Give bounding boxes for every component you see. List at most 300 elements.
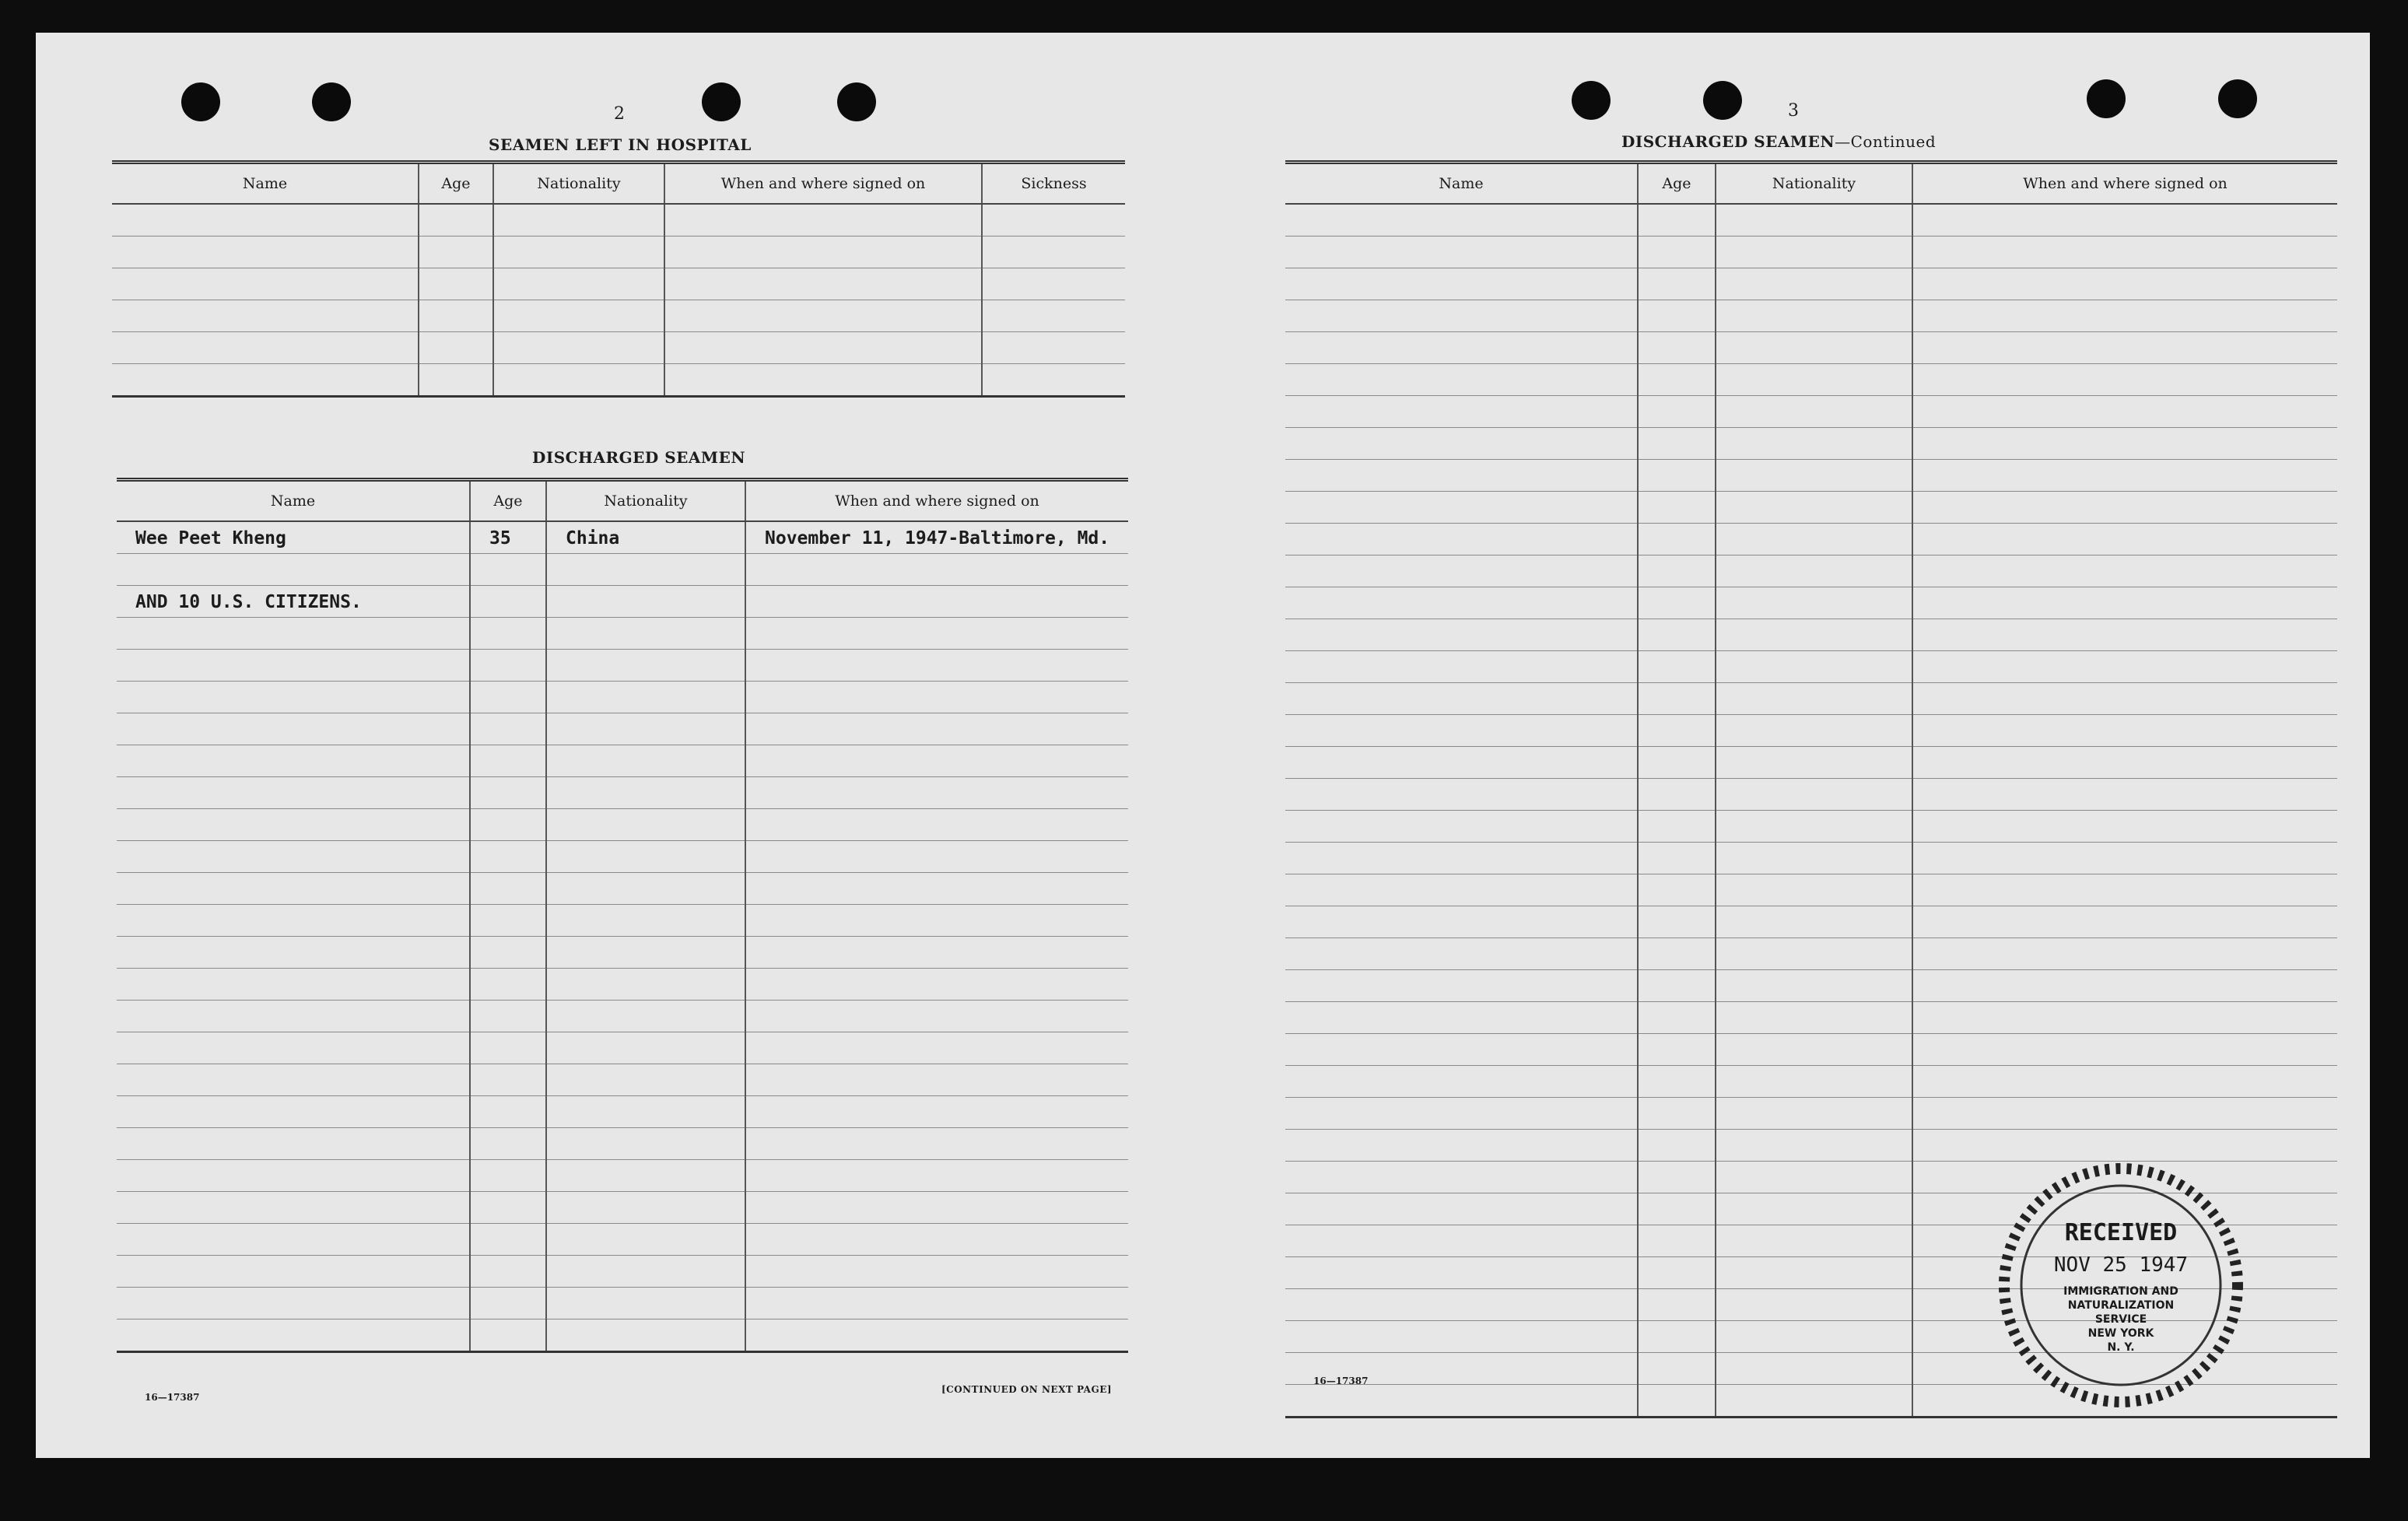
table-cell-nationality (1716, 587, 1912, 619)
table-cell-age (470, 745, 546, 777)
table-cell-sickness (982, 268, 1125, 300)
table-cell-name (117, 809, 470, 841)
table-cell-signed-on (664, 204, 982, 237)
table-cell-age (1638, 1066, 1716, 1098)
table-cell-age (1638, 364, 1716, 396)
table-cell-nationality (546, 905, 745, 937)
col-header-signed-on: When and where signed on (664, 163, 982, 205)
table-cell-signed-on (1912, 300, 2337, 332)
table-cell-signed-on (745, 905, 1128, 937)
page-number-right: 3 (1788, 101, 1799, 121)
table-cell-signed-on (745, 873, 1128, 905)
table-row (112, 204, 1125, 237)
right-section-title-suffix: —Continued (1835, 132, 1937, 151)
punch-hole (837, 82, 876, 121)
table-row (117, 682, 1128, 713)
table-cell-nationality (546, 1064, 745, 1096)
col-header-name: Name (117, 480, 470, 522)
table-cell-signed-on (1912, 332, 2337, 364)
punch-hole (1703, 81, 1742, 120)
table-cell-name: AND 10 U.S. CITIZENS. (117, 586, 470, 618)
table-cell-name (1285, 1002, 1638, 1034)
table-cell-age (1638, 268, 1716, 300)
right-section-title (1621, 132, 1936, 151)
table-cell-age (470, 618, 546, 650)
table-cell-age (1638, 460, 1716, 492)
table-cell-age (470, 969, 546, 1001)
table-cell-name (1285, 1066, 1638, 1098)
discharged-section-title: DISCHARGED SEAMEN (532, 448, 746, 467)
table-cell-signed-on (664, 364, 982, 397)
table-cell-nationality (546, 1288, 745, 1319)
table-cell-age (1638, 874, 1716, 906)
table-row (117, 777, 1128, 809)
table-cell-nationality (1716, 492, 1912, 524)
table-cell-signed-on (1912, 779, 2337, 811)
table-cell-age (1638, 970, 1716, 1002)
table-row (117, 1256, 1128, 1288)
table-cell-age (470, 1224, 546, 1256)
table-cell-age (470, 937, 546, 969)
table-cell-name (1285, 874, 1638, 906)
table-cell-signed-on (745, 1064, 1128, 1096)
col-header-sickness: Sickness (982, 163, 1125, 205)
table-cell-name (1285, 1130, 1638, 1162)
table-cell-name (117, 713, 470, 745)
table-cell-signed-on (1912, 364, 2337, 396)
table-cell-name (117, 1319, 470, 1352)
table-cell-name (1285, 364, 1638, 396)
table-cell-age (1638, 524, 1716, 555)
table-cell-nationality (1716, 555, 1912, 587)
table-cell-age (419, 204, 493, 237)
col-header-nationality: Nationality (546, 480, 745, 522)
col-header-age: Age (470, 480, 546, 522)
table-cell-nationality (1716, 715, 1912, 747)
table-cell-name (112, 364, 419, 397)
table-cell-signed-on (745, 841, 1128, 873)
table-row (117, 809, 1128, 841)
table-cell-age (470, 1288, 546, 1319)
table-row (117, 937, 1128, 969)
table-cell-signed-on (1912, 747, 2337, 779)
table-cell-name (1285, 651, 1638, 683)
table-cell-nationality (546, 777, 745, 809)
table-cell-nationality (1716, 237, 1912, 268)
table-row (117, 618, 1128, 650)
table-row (1285, 204, 2337, 237)
table-cell-nationality (493, 237, 664, 268)
table-cell-age (470, 650, 546, 682)
col-header-nationality: Nationality (1716, 163, 1912, 205)
table-cell-age (470, 1160, 546, 1192)
table-cell-name (1285, 1034, 1638, 1066)
stamp-state: N. Y. (2107, 1341, 2135, 1354)
form-number-left: 16—17387 (145, 1392, 200, 1403)
table-cell-name (117, 1224, 470, 1256)
table-cell-nationality (546, 1256, 745, 1288)
table-cell-name (1285, 524, 1638, 555)
table-cell-name (117, 650, 470, 682)
document-page (36, 33, 2370, 1458)
table-cell-nationality (1716, 874, 1912, 906)
table-cell-age (1638, 906, 1716, 938)
table-cell-age (470, 1128, 546, 1160)
table-cell-signed-on (1912, 524, 2337, 555)
punch-hole (702, 82, 741, 121)
table-cell-age (1638, 555, 1716, 587)
table-cell-signed-on (1912, 204, 2337, 237)
table-cell-age (470, 1319, 546, 1352)
table-cell-age (1638, 396, 1716, 428)
table-row (117, 586, 1128, 618)
table-cell-signed-on (745, 1096, 1128, 1128)
table-cell-name (1285, 970, 1638, 1002)
right-section-title-text: DISCHARGED SEAMEN (1621, 132, 1835, 151)
table-cell-signed-on (1912, 938, 2337, 970)
table-cell-name (1285, 1257, 1638, 1289)
table-row (1285, 428, 2337, 460)
table-cell-signed-on (745, 554, 1128, 586)
table-cell-nationality (546, 1160, 745, 1192)
table-cell-nationality (546, 969, 745, 1001)
table-cell-signed-on (1912, 1002, 2337, 1034)
table-cell-nationality (1716, 1385, 1912, 1418)
table-row (1285, 237, 2337, 268)
table-cell-signed-on (664, 237, 982, 268)
table-row (1285, 619, 2337, 651)
table-cell-nationality (1716, 300, 1912, 332)
table-cell-name (117, 1192, 470, 1224)
table-row (117, 1064, 1128, 1096)
table-cell-nationality (546, 1032, 745, 1064)
table-cell-nationality (1716, 1066, 1912, 1098)
punch-hole (312, 82, 351, 121)
stamp-date: NOV 25 1947 (2053, 1253, 2189, 1277)
table-cell-age (1638, 492, 1716, 524)
table-cell-signed-on (745, 1160, 1128, 1192)
table-cell-name (117, 1001, 470, 1032)
table-row (1285, 811, 2337, 843)
table-cell-signed-on (745, 937, 1128, 969)
table-cell-name (1285, 460, 1638, 492)
table-cell-nationality (546, 1192, 745, 1224)
table-cell-name (117, 905, 470, 937)
table-cell-age (419, 300, 493, 332)
table-cell-age (470, 1096, 546, 1128)
table-cell-signed-on (745, 713, 1128, 745)
table-cell-age (470, 873, 546, 905)
table-cell-name (1285, 396, 1638, 428)
table-cell-age (1638, 332, 1716, 364)
table-cell-nationality (1716, 1162, 1912, 1193)
table-cell-signed-on (745, 1288, 1128, 1319)
table-cell-sickness (982, 332, 1125, 364)
table-row (117, 1192, 1128, 1224)
table-cell-signed-on (1912, 970, 2337, 1002)
table-cell-age (1638, 204, 1716, 237)
table-cell-name (1285, 811, 1638, 843)
table-cell-nationality (493, 364, 664, 397)
table-cell-signed-on (1912, 906, 2337, 938)
table-cell-age (470, 713, 546, 745)
table-cell-age (1638, 300, 1716, 332)
table-cell-age (1638, 1353, 1716, 1385)
table-cell-nationality (1716, 364, 1912, 396)
table-cell-nationality (1716, 1353, 1912, 1385)
table-cell-signed-on (1912, 843, 2337, 874)
page-number-left: 2 (614, 104, 625, 124)
table-cell-name (112, 237, 419, 268)
punch-hole (2087, 79, 2126, 118)
hospital-table (112, 160, 1125, 398)
table-cell-signed-on (1912, 874, 2337, 906)
table-cell-signed-on (664, 300, 982, 332)
table-row (1285, 906, 2337, 938)
table-cell-age (1638, 1098, 1716, 1130)
table-cell-nationality (1716, 1225, 1912, 1257)
table-cell-nationality (1716, 204, 1912, 237)
table-row (117, 1032, 1128, 1064)
stamp-city: NEW YORK (2087, 1327, 2154, 1340)
table-cell-signed-on (745, 1128, 1128, 1160)
table-cell-age (470, 777, 546, 809)
table-row (1285, 524, 2337, 555)
table-row (112, 300, 1125, 332)
table-cell-nationality (1716, 428, 1912, 460)
table-cell-name (117, 1160, 470, 1192)
table-cell-nationality: China (546, 521, 745, 554)
table-cell-name (1285, 906, 1638, 938)
table-row (1285, 555, 2337, 587)
table-cell-age (470, 554, 546, 586)
table-cell-name (1285, 843, 1638, 874)
table-cell-nationality (1716, 1257, 1912, 1289)
punch-hole (1572, 81, 1611, 120)
table-cell-name (117, 554, 470, 586)
table-cell-age (470, 682, 546, 713)
table-cell-signed-on (745, 969, 1128, 1001)
table-cell-sickness (982, 204, 1125, 237)
table-cell-age (470, 905, 546, 937)
table-cell-name (117, 682, 470, 713)
table-cell-age (470, 1256, 546, 1288)
table-row (1285, 332, 2337, 364)
table-cell-age (470, 1064, 546, 1096)
col-header-nationality: Nationality (493, 163, 664, 205)
table-cell-nationality (1716, 1321, 1912, 1353)
table-row (117, 713, 1128, 745)
table-cell-signed-on (1912, 555, 2337, 587)
table-cell-name (1285, 1193, 1638, 1225)
table-cell-signed-on (745, 1032, 1128, 1064)
table-cell-age (1638, 1321, 1716, 1353)
table-row (1285, 364, 2337, 396)
table-cell-signed-on (1912, 1034, 2337, 1066)
discharged-table (117, 478, 1128, 1353)
continued-note: [CONTINUED ON NEXT PAGE] (941, 1384, 1113, 1395)
table-row (1285, 843, 2337, 874)
table-cell-signed-on (745, 777, 1128, 809)
table-row (1285, 396, 2337, 428)
table-cell-age (1638, 1289, 1716, 1321)
table-cell-name (117, 1032, 470, 1064)
col-header-name: Name (112, 163, 419, 205)
table-cell-name (117, 873, 470, 905)
table-cell-sickness (982, 364, 1125, 397)
table-cell-nationality (1716, 619, 1912, 651)
table-cell-age (1638, 683, 1716, 715)
punch-hole (2218, 79, 2257, 118)
col-header-name: Name (1285, 163, 1638, 205)
table-cell-age (1638, 1130, 1716, 1162)
table-cell-nationality (1716, 938, 1912, 970)
table-cell-nationality (546, 554, 745, 586)
table-cell-age (470, 809, 546, 841)
table-cell-age (470, 841, 546, 873)
table-cell-nationality (493, 332, 664, 364)
table-cell-nationality (1716, 1193, 1912, 1225)
table-cell-signed-on (1912, 396, 2337, 428)
table-cell-name (1285, 237, 1638, 268)
table-row (117, 841, 1128, 873)
table-row (1285, 492, 2337, 524)
table-cell-nationality (1716, 843, 1912, 874)
table-cell-nationality (546, 1001, 745, 1032)
table-cell-nationality (546, 682, 745, 713)
table-cell-name: Wee Peet Kheng (117, 521, 470, 554)
table-cell-nationality (1716, 460, 1912, 492)
table-cell-name (117, 937, 470, 969)
table-cell-name (1285, 779, 1638, 811)
hospital-section-title: SEAMEN LEFT IN HOSPITAL (489, 135, 752, 154)
table-cell-signed-on (1912, 619, 2337, 651)
table-row (117, 521, 1128, 554)
table-cell-signed-on (745, 618, 1128, 650)
table-row (117, 905, 1128, 937)
table-row (112, 364, 1125, 397)
table-row (1285, 874, 2337, 906)
table-cell-age (1638, 1034, 1716, 1066)
table-cell-age (1638, 938, 1716, 970)
table-row (1285, 1034, 2337, 1066)
table-cell-signed-on (745, 1224, 1128, 1256)
table-cell-nationality (546, 713, 745, 745)
table-cell-name (1285, 332, 1638, 364)
table-cell-signed-on (745, 809, 1128, 841)
table-cell-nationality (1716, 332, 1912, 364)
table-cell-name (117, 969, 470, 1001)
table-row (1285, 1002, 2337, 1034)
table-cell-name (1285, 204, 1638, 237)
table-cell-name (1285, 1385, 1638, 1418)
col-header-age: Age (419, 163, 493, 205)
stamp-agency-line1: IMMIGRATION AND (2063, 1285, 2178, 1298)
table-cell-name (117, 1128, 470, 1160)
table-cell-nationality (1716, 1098, 1912, 1130)
table-cell-nationality (546, 1224, 745, 1256)
table-cell-name (1285, 683, 1638, 715)
table-cell-nationality (1716, 651, 1912, 683)
table-cell-nationality (546, 650, 745, 682)
table-row (1285, 779, 2337, 811)
table-cell-age (1638, 587, 1716, 619)
table-row (1285, 460, 2337, 492)
table-cell-nationality (493, 204, 664, 237)
table-cell-name (112, 300, 419, 332)
table-cell-age (419, 364, 493, 397)
table-cell-nationality (546, 618, 745, 650)
table-row (1285, 1098, 2337, 1130)
table-cell-signed-on (1912, 1130, 2337, 1162)
table-cell-signed-on (1912, 811, 2337, 843)
table-cell-nationality (1716, 779, 1912, 811)
table-row (117, 554, 1128, 586)
table-cell-age (1638, 651, 1716, 683)
table-row (1285, 1066, 2337, 1098)
table-cell-sickness (982, 237, 1125, 268)
table-cell-signed-on (745, 586, 1128, 618)
table-cell-signed-on (1912, 1066, 2337, 1098)
table-cell-name (1285, 587, 1638, 619)
table-row (1285, 747, 2337, 779)
table-cell-age (470, 586, 546, 618)
stamp-agency-line3: SERVICE (2094, 1313, 2147, 1326)
table-cell-name (117, 745, 470, 777)
table-row (117, 745, 1128, 777)
table-row (1285, 938, 2337, 970)
table-cell-name (1285, 300, 1638, 332)
table-cell-signed-on (745, 650, 1128, 682)
table-cell-nationality (493, 268, 664, 300)
received-stamp (1996, 1161, 2245, 1410)
table-cell-age (1638, 1193, 1716, 1225)
table-cell-name (1285, 492, 1638, 524)
table-cell-age (1638, 779, 1716, 811)
table-cell-name (117, 841, 470, 873)
table-row (1285, 268, 2337, 300)
col-header-signed-on: When and where signed on (1912, 163, 2337, 205)
stamp-agency-line2: NATURALIZATION (2067, 1299, 2175, 1312)
col-header-signed-on: When and where signed on (745, 480, 1128, 522)
table-row (117, 1128, 1128, 1160)
table-cell-signed-on (1912, 683, 2337, 715)
table-cell-signed-on (1912, 1098, 2337, 1130)
table-cell-nationality (546, 809, 745, 841)
table-cell-nationality (1716, 524, 1912, 555)
table-cell-nationality (1716, 747, 1912, 779)
table-cell-signed-on (1912, 428, 2337, 460)
table-cell-signed-on (1912, 460, 2337, 492)
table-row (1285, 587, 2337, 619)
table-row (1285, 970, 2337, 1002)
table-cell-signed-on (664, 332, 982, 364)
table-row (117, 650, 1128, 682)
table-cell-nationality (1716, 683, 1912, 715)
table-cell-signed-on (745, 745, 1128, 777)
table-cell-age (470, 1001, 546, 1032)
table-cell-nationality (1716, 970, 1912, 1002)
table-cell-age: 35 (470, 521, 546, 554)
table-row (117, 1319, 1128, 1352)
table-cell-age (1638, 1385, 1716, 1418)
table-cell-age (419, 332, 493, 364)
table-cell-name (1285, 268, 1638, 300)
table-cell-name (117, 1256, 470, 1288)
table-cell-name (1285, 1289, 1638, 1321)
table-row (1285, 1130, 2337, 1162)
table-cell-name (112, 268, 419, 300)
